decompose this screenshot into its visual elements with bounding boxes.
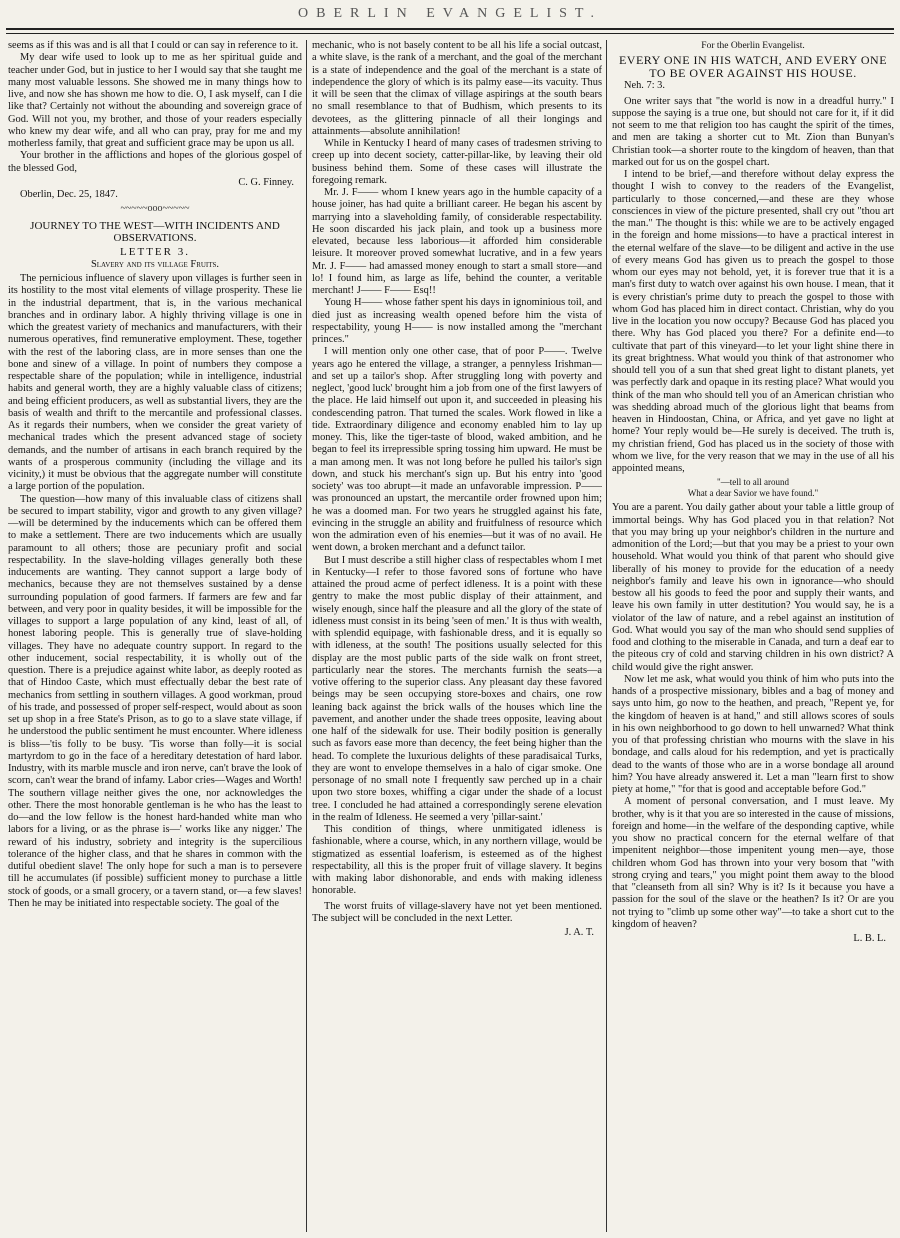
signature: J. A. T. [564, 927, 594, 938]
masthead-rule-thin [6, 33, 894, 34]
article-title: EVERY ONE IN HIS WATCH, AND EVERY ONE TO BE OVER AGAINST HIS HOUSE. [618, 53, 888, 81]
paragraph: mechanic, who is not basely content to be all his life a social outcast, a white slave, is the rank of a merchant, and the goal of the merchant is a state of independence and the goal of the merchant is a state of independence the glory of which is its palmy ease—its vacuity. Thus it will be seen that the climax of village aspirings at the south bears no small resemblance to that of Budhism, which presents to its devotees, as the glittering pinnacle of all their longings and attainments—absolute annihilation! [312, 40, 602, 137]
article-subtitle: Slavery and its village Fruits. [90, 258, 220, 270]
paragraph: seems as if this was and is all that I could or can say in reference to it. [8, 40, 299, 51]
signature: C. G. Finney. [238, 176, 294, 188]
verse-line: "—tell to all around [717, 477, 789, 488]
article-title: JOURNEY TO THE WEST—WITH INCIDENTS AND OBSERVATIONS. [30, 219, 280, 244]
verse-quote [612, 477, 894, 499]
paragraph: You are a parent. You daily gather about your table a little group of immortal beings. Why has God placed you in that relation? Not that you may bring up your neighbor's children in the nurture and admonition of the Lord;—but that you may be a priest to your own household. What would you think of that parent who should give liberally of his money to provide for the education of a needy neighbor's family and leave his own in ignorance—who should bestow all his goods to feed the poor and supply their wants, and leave his own family in utter destitution? You would say, he is a violator of the law of nature, and a rebel against an institution of God. What would you say of the man who should send supplies of food and clothing to the miserable in Canada, and turn a deaf ear to the piteous cry of cold and starving children in his own district? A child would give the right answer. [612, 502, 894, 673]
scripture-reference: Neh. 7: 3. [624, 80, 665, 92]
paragraph: Now let me ask, what would you think of him who puts into the hands of a prospective missionary, bibles and a bag of money and says unto him, go now to the heathen, and preach, "Repent ye, for the kingdom of heaven is at hand," and still allows scores of souls in his own neighborhood to go down to hell unwarned? What think you of that professing christian who mourns with the slave in his bondage, and calls aloud for his redemption, and yet is practically dead to the wants of those who are in a worse bondage all around him? You have already answered it. Let a man "learn first to show piety at home," "for that is good and acceptable before God." [612, 673, 894, 795]
paragraph: Your brother in the afflictions and hopes of the glorious gospel of the blessed God, [8, 150, 302, 174]
column-divider [606, 40, 607, 1232]
masthead: OBERLIN EVANGELIST. [298, 6, 602, 21]
column-2 [312, 40, 602, 1230]
paragraph: My dear wife used to look up to me as her spiritual guide and teacher under God, but in justice to her I would say that she taught me many most valuable lessons. She showed me in many things how to live, and now she has shown me how to die. O, I ask myself, can I die like that? Certainly not without the abounding and sovereign grace of God. Will not you, my brother, and those of your readers especially who knew my dear wife, and all who can pray, pray for me and my motherless family, that great and sufficient grace may be upon us all. [8, 52, 302, 149]
paragraph: The worst fruits of village-slavery have not yet been mentioned. The subject will be concluded in the next Letter. [312, 900, 602, 924]
paragraph: While in Kentucky I heard of many cases of tradesmen striving to creep up into decent society, catter-pillar-like, by leaving their old business behind them. Some of these cases will illustrate the foregoing remark. [312, 138, 602, 186]
paragraph: One writer says that "the world is now in a dreadful hurry." I suppose the saying is a true one, but should not care for it, if it did not seem to me that religion too has caught the spirit of the times, and men are taking a shorter cut to Mt. Zion than Bunyan's Christian took—a shorter route to the kingdom of heaven, than that marked out for us on the gospel chart. [612, 95, 894, 168]
column-1 [8, 40, 302, 1230]
column-3 [612, 40, 894, 1230]
article-credit: For the Oberlin Evangelist. [701, 41, 805, 51]
letter-number: LETTER 3. [120, 245, 190, 258]
dateline: Oberlin, Dec. 25, 1847. [20, 189, 118, 200]
paragraph: I intend to be brief,—and therefore without delay express the thought I wish to convey to the readers of the Evangelist, particularly to those concerned,—and these are they whose consciences in view of the picture presented, shall cry out "thou art the man." The thought is this: while we are to be actively engaged in the foreign and home missions—to have a practical interest in the eternal welfare of the slave—to be diligent and active in the use of every means God has given us to preach the gospel to those whom our eyes may not behold, yet, it is forever true that it is a man's first duty to watch over against his own house. I mean, that it is every christian's prime duty to preach the gospel to those with whom God has placed him in direct contact. Christian, why do you live in the location you now occupy? Because God has placed you there. Why has God placed you there? For a definite end—to cultivate that part of this vineyard—to let your light shine there in its great brightness. What would you think of that astronomer who should tell you of a sun that shed great light to distant planets, yet was perfectly dark and opaque in its resting place? What would you think of the man who should tell you of an American christian who was shedding abroad much of the glorious light that beams from heaven in Hindoostan, China, or Africa, and yet gave no light at home? Your reply would be—He surely is deceived. The truth is, my christian friend, God has placed us in the society of those with whom we live, for the very reason that we may in the use of all his appointed means, [612, 169, 894, 474]
paragraph: The question—how many of this invaluable class of citizens shall be secured to impart stability, vigor and growth to any given village?—will be determined by the inducements which can be offered them to make a settlement. There are two inducements which are usually paramount to all others; those are pecuniary profit and social respectability. In the slave-holding villages generally both these inducements are wanting. They cannot support a large body of mechanics, because they are not themselves sustained by a dense surrounding population of good farmers. If farmers are few and far between, and very poor in quality besides, it will be impossible for the villages to support a large population of any kind, least of all, of honest laboring people. This is generally true of slave-holding villages. They have no adequate country support. In regard to the other inducement, social respectability, it is wholly out of the question. There is a prejudice against white labor, as deeply rooted as that of Hindoo Caste, which must effectually debar the best rate of mechanics from settling in southern villages. A good workman, proud of his trade, and possessed of proper self-respect, would about as soon set up shop in a free State's Prison, as to go to a slave state village, if he understood the public sentiment he must encounter. Where idleness is bliss—'tis folly to be busy. 'Tis worse than folly—it is social martyrdom to go in the face of a hereditary detestation of hard labor. Industry, with its marble muscle and iron nerve, can't brave the look of scorn, can't wear the brand of infamy. Labor cries—Wages and Worth! The southern village neither gives the one, nor acknowledges the other. There the most honorable gentleman is he who has the least to do—and the low fellow is the honest hard-handed white man who labors for a living, or as the phrase is—' works like any nigger.' The reward of his industry, sobriety and integrity is the supercilious tolerance of the higher class, and that he shares in common with the dutiful obedient slave! The only hope for such a man is to persevere till he accumulates (if possible) sufficient money to purchase a little stock of goods, or a small grocery, or a tavern stand, or—a few slaves! Then he may be initiated into respectable society. The goal of the [8, 493, 302, 909]
ornament-divider: ~~~~~ooo~~~~~ [120, 203, 190, 215]
closing-line [312, 901, 602, 926]
paragraph: This condition of things, where unmitigated idleness is fashionable, where a course, which, in any northern village, would be stigmatized as essential loaferism, is esteemed as of the highest respectability, all this is the proper fruit of village slavery. It begins with making labor dishonorable, and ends with making idleness honorable. [312, 824, 602, 897]
paragraph: I will mention only one other case, that of poor P——. Twelve years ago he entered the village, a stranger, a pennyless Irishman—and set up a tailor's shop. After struggling long with poverty and neglect, 'good luck' brought him a job from one of the first lawyers of the place. He laid himself out upon it, and succeeded in pleasing his condescending patron. That turned the scales. Work flowed in like a tide. Extraordinary diligence and economy enabled him to lay up money. This, like the tiger-taste of blood, waked ambition, and he began to feel its irrepressible spring tossing him upward. He must be a man among men. It was not long before he pulled his tailor's sign down, and stuck his merchant's sign up. But his entry into 'good society' was too abrupt—it made an unfavorable impression. P—— was pronounced an upstart, the mercantile order frowned upon him; he was a doomed man. For two years he struggled against his fate, evincing in the struggle an ability and fruitfulness of resource which won the admiration even of his enemies—but it was of no avail. He went down, a broken merchant and a defunct tailor. [312, 346, 602, 554]
column-divider [306, 40, 307, 1232]
paragraph: A moment of personal conversation, and I must leave. My brother, why is it that you are so interested in the cause of missions, foreign and home—in the welfare of the desponding captive, while you show no practical concern for the eternal welfare of that impenitent neighbor—those impenitent young men—aye, those children whom God has thrown into your very bosom that "with strong crying and tears," you might point them away to the blood that "cleanseth from all sin? Why is it? Is it because you have a passion for the soul of the slave or the heathen? Is it? Or are you not trying to "climb up some other way"—to take a short cut to the kingdom of heaven? [612, 796, 894, 930]
paragraph: Young H—— whose father spent his days in ignominious toil, and died just as increasing wealth opened before him the vista of respectability, young H—— is now installed among the "merchant princes." [312, 297, 602, 345]
signature: L. B. L. [853, 933, 886, 944]
verse-line: What a dear Savior we have found." [687, 488, 819, 499]
paragraph: The pernicious influence of slavery upon villages is further seen in its hostility to the most vital elements of village prosperity. These lie in the industrial department, that is, in the various mechanical branches and in ordinary labor. A highly thriving village is one in which the greatest variety of mechanics and manufacturers, with their numerous operatives, find remunerative employment. These, together with the rest of the laboring class, are in more senses than one the bone and sinew of a village. In point of numbers they compose a respectable share of the population; while in intelligence, industrial habits and general worth, they are a highly valuable class of citizens; and being efficient producers, as well as substantial livers, they are the basis of wealth and thrift to the mercantile and professional classes. As it regards their numbers, when we consider the great variety of mechanical trades which the present advanced stage of society demands, and the number of artisans in each branch required by the wants of a prosperous community (including the village and its vicinity,) it must be obvious that the aggregate number will constitute a large portion of the population. [8, 273, 302, 493]
paragraph: But I must describe a still higher class of respectables whom I met in Kentucky—I refer to those favored sons of fortune who have attained the proud acme of perfect idleness. It is a point with these gentry to make the most public display of their attainment, and wisely enough, since half the pleasure and all the glory of the state of idleness must consist in its being 'seen of men.' It is thus with wealth, with splendid equipage, with fashionable dress, and it is equally so with idleness, at the south! The positions usually selected for this display are the most public parts of the side walk on front street, particularly near the stores. The merchants furnish the seats—a votive offering to the superior class. Any pleasant day these favored beings may be seen occupying store-boxes and chairs, one row leaning back against the brick walls of the houses which line the pavement, and another under the shade trees opposite, leaving about one half of the sidewalk for use. Their bodily position is generally such as favors ease more than decency, the feet being higher than the head. To complete the luxurious delights of these paradisaical Turks, they are wont to envelope themselves in a halo of cigar smoke. One personage of no small note I frequently saw perched up in a chair upon two store boxes, whiffing a cigar under the shade of a locust tree. I concluded he had attained a correspondingly serene elevation in the realm of Idleness. He seemed a very 'pillar-saint.' [312, 554, 602, 823]
paragraph: Mr. J. F—— whom I knew years ago in the humble capacity of a house joiner, has had quite a brilliant career. He began his ascent by marrying into a slaveholding family, of considerable respectability. He soon discarded his jack plain, and took up a business more elevated, because less laborious—it afforded him considerable leisure. It moreover proved somewhat lucrative, and in a few years Mr. J. F—— had amassed money enough to start a small store—and lo! I found him, as large as life, behind the counter, a veritable merchant! J—— F—— Esq!! [312, 187, 602, 296]
masthead-rule [6, 28, 894, 30]
